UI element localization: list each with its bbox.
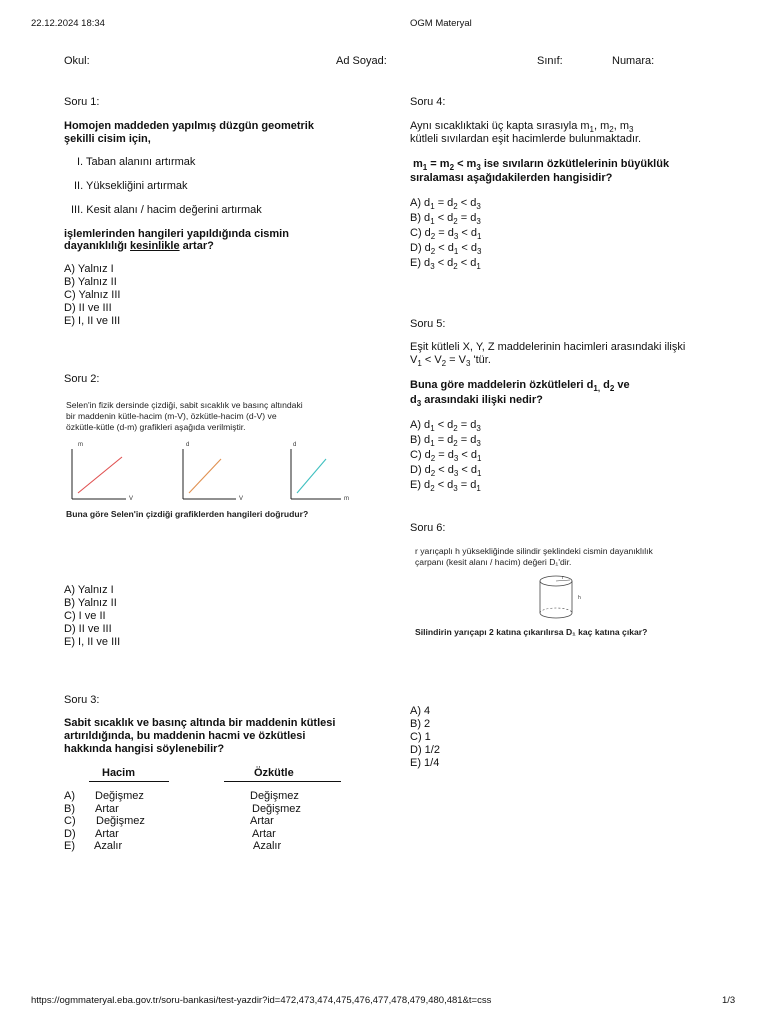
q3-stem-line2: artırıldığında, bu maddenin hacmi ve özkütlesi — [64, 730, 306, 742]
q6-image — [409, 543, 703, 641]
q2-option-e: E) I, II ve III — [64, 636, 121, 648]
q5-options — [410, 418, 481, 493]
q3-row-a-letter: A) — [64, 790, 75, 802]
q5-option-b: B) $d_1 = d_2 = d_3$ — [410, 434, 481, 448]
q1-option-d: D) II ve III — [64, 302, 112, 314]
q1-ask-line1: işlemlerinden hangileri yapıldığında cismin — [64, 228, 289, 240]
q3-row-a-ozkutle: Değişmez — [250, 790, 299, 802]
q1-option-a: A) Yalnız I — [64, 263, 114, 275]
q3-row-d-ozkutle: Artar — [252, 827, 276, 840]
q3-row-d-letter: D) — [64, 827, 76, 840]
q1-emphasis: kesinlikle — [130, 240, 180, 252]
page-number: 1/3 — [722, 995, 736, 1006]
q2-graph-1 — [72, 442, 133, 502]
q3-row-e-letter: E) — [64, 840, 75, 853]
q6-option-b: B) 2 — [410, 718, 431, 730]
q5-option-c: C) $d_2 = d_3 < d_1$ — [410, 449, 482, 463]
q3-row-b-ozkutle: Değişmez — [252, 802, 301, 815]
q3-col-hacim: Hacim — [89, 767, 169, 782]
q4-ask-line2: sıralaması aşağıdakilerden hangisidir? — [410, 172, 613, 184]
q2-graph-2 — [183, 442, 243, 502]
q2-graph-1-line — [78, 457, 122, 493]
q5-option-a: A) $d_1 < d_2 = d_3$ — [410, 419, 481, 433]
q6-title: Soru 6: — [410, 522, 446, 534]
q2-text-line1: Selen'in fizik dersinde çizdiği, sabit sıcaklık ve basınç altındaki — [66, 400, 303, 410]
class-label: Sınıf: — [537, 55, 563, 67]
height-label: h — [578, 595, 581, 601]
q4-option-b: B) $d_1 < d_2 = d_3$ — [410, 212, 481, 226]
q1-options — [64, 263, 120, 328]
q6-options — [410, 705, 440, 770]
q2-title: Soru 2: — [64, 373, 100, 385]
q5-intro-line2: $V_1 < V_2 = V_3$ 'tür. — [410, 354, 491, 368]
q2-text-line3: özkütle-kütle (d-m) grafikleri aşağıda verilmiştir. — [66, 422, 246, 432]
q2-graph-3-line — [297, 459, 326, 493]
q2-options — [64, 584, 120, 649]
q1-option-e: E) I, II ve III — [64, 315, 121, 327]
q4-option-c: C) $d_2 = d_3 < d_1$ — [410, 227, 482, 241]
q1-item-2: II. Yüksekliğini artırmak — [74, 180, 188, 192]
print-datetime: 22.12.2024 18:34 — [31, 18, 105, 29]
q6-text-line2: çarpanı (kesit alanı / hacim) değeri D₁'dir. — [415, 557, 572, 567]
cylinder-diagram — [534, 573, 589, 621]
q3-col-ozkutle: Özkütle — [224, 767, 341, 782]
q1-ask-line2: dayanıklılığı kesinlikle artar? — [64, 240, 214, 252]
q6-option-c: C) 1 — [410, 731, 431, 743]
q2-graphs — [66, 437, 358, 503]
q3-row-d-hacim: Artar — [95, 827, 119, 840]
q3-stem-line3: hakkında hangisi söylenebilir? — [64, 743, 225, 755]
q5-option-e: E) $d_2 < d_3 = d_1$ — [410, 479, 481, 493]
q5-intro-line1: Eşit kütleli X, Y, Z maddelerinin hacimleri arasındaki ilişki — [410, 341, 686, 353]
q2-graph-2-line — [189, 459, 221, 493]
q4-intro-line2: kütleli sıvılardan eşit hacimlerde bulunmaktadır. — [410, 133, 642, 145]
q2-image — [66, 395, 358, 525]
q2-graph-1-xlabel: V — [129, 496, 134, 502]
q2-option-a: A) Yalnız I — [64, 584, 114, 596]
q3-row-a-hacim: Değişmez — [95, 790, 144, 802]
q2-text-line2: bir maddenin kütle-hacim (m-V), özkütle-hacim (d-V) ve — [66, 411, 277, 421]
name-label: Ad Soyad: — [336, 55, 387, 67]
q1-stem-line2: şekilli cisim için, — [64, 133, 151, 145]
number-label: Numara: — [612, 55, 655, 67]
q6-option-a: A) 4 — [410, 705, 431, 717]
q3-row-c-hacim: Değişmez — [96, 815, 145, 828]
q3-row-b-hacim: Artar — [95, 802, 119, 815]
q2-ask: Buna göre Selen'in çizdiği grafiklerden hangileri doğrudur? — [66, 509, 309, 519]
q1-option-b: B) Yalnız II — [64, 276, 117, 288]
q3-row-e-ozkutle: Azalır — [253, 840, 282, 853]
q2-graph-3 — [291, 442, 349, 502]
q1-item-1: I. Taban alanını artırmak — [77, 156, 196, 168]
q5-ask-line1: Buna göre maddelerin özkütleleri $d_{1,}$ $d_2$ ve — [410, 379, 630, 393]
q2-option-c: C) I ve II — [64, 610, 106, 622]
q6-ask: Silindirin yarıçapı 2 katına çıkarılırsa D₁ kaç katına çıkar? — [415, 627, 648, 637]
q2-option-b: B) Yalnız II — [64, 597, 117, 609]
q5-ask-line2: $d_3$ arasındaki ilişki nedir? — [410, 394, 543, 408]
q4-title: Soru 4: — [410, 96, 446, 108]
q4-options — [410, 196, 481, 271]
q4-option-d: D) $d_2 < d_1 < d_3$ — [410, 242, 482, 256]
q2-graph-1-ylabel: m — [78, 442, 83, 448]
q1-option-c: C) Yalnız III — [64, 289, 121, 301]
q2-graph-2-ylabel: d — [186, 442, 190, 448]
site-title: OGM Materyal — [410, 18, 472, 29]
q3-row-b-letter: B) — [64, 802, 75, 815]
q2-graph-3-xlabel: m — [344, 496, 349, 502]
q2-option-d: D) II ve III — [64, 623, 112, 635]
q4-intro-line1: Aynı sıcaklıktaki üç kapta sırasıyla $m_1$, $m_2$, $m_3$ — [410, 120, 634, 134]
school-label: Okul: — [64, 55, 90, 67]
q6-option-e: E) 1/4 — [410, 757, 440, 769]
q2-graph-3-ylabel: d — [293, 442, 297, 448]
q1-title: Soru 1: — [64, 96, 100, 108]
q1-item-3: III. Kesit alanı / hacim değerini artırmak — [71, 204, 262, 216]
q3-stem-line1: Sabit sıcaklık ve basınç altında bir maddenin kütlesi — [64, 717, 336, 729]
q3-row-e-hacim: Azalır — [94, 840, 123, 853]
q5-title: Soru 5: — [410, 318, 446, 330]
footer-url: https://ogmmateryal.eba.gov.tr/soru-bankasi/test-yazdir?id=472,473,474,475,476,477,478,479,480,481&t=css — [31, 995, 492, 1006]
q6-option-d: D) 1/2 — [410, 744, 440, 756]
q3-title: Soru 3: — [64, 694, 100, 706]
radius-label: r — [562, 575, 564, 581]
q2-graph-2-xlabel: V — [239, 496, 244, 502]
q3-row-c-letter: C) — [64, 815, 76, 828]
q3-row-c-ozkutle: Artar — [250, 815, 274, 828]
q1-stem-line1: Homojen maddeden yapılmış düzgün geometrik — [64, 120, 314, 132]
q4-ask-line1: $m_1 = m_2 < m_3$ ise sıvıların özkütlelerinin büyüklük — [413, 158, 670, 172]
q4-option-e: E) $d_3 < d_2 < d_1$ — [410, 257, 481, 271]
q6-text-line1: r yarıçaplı h yüksekliğinde silindir şeklindeki cismin dayanıklılık — [415, 546, 653, 556]
q5-option-d: D) $d_2 < d_3 < d_1$ — [410, 464, 482, 478]
q4-option-a: A) $d_1 = d_2 < d_3$ — [410, 197, 481, 211]
